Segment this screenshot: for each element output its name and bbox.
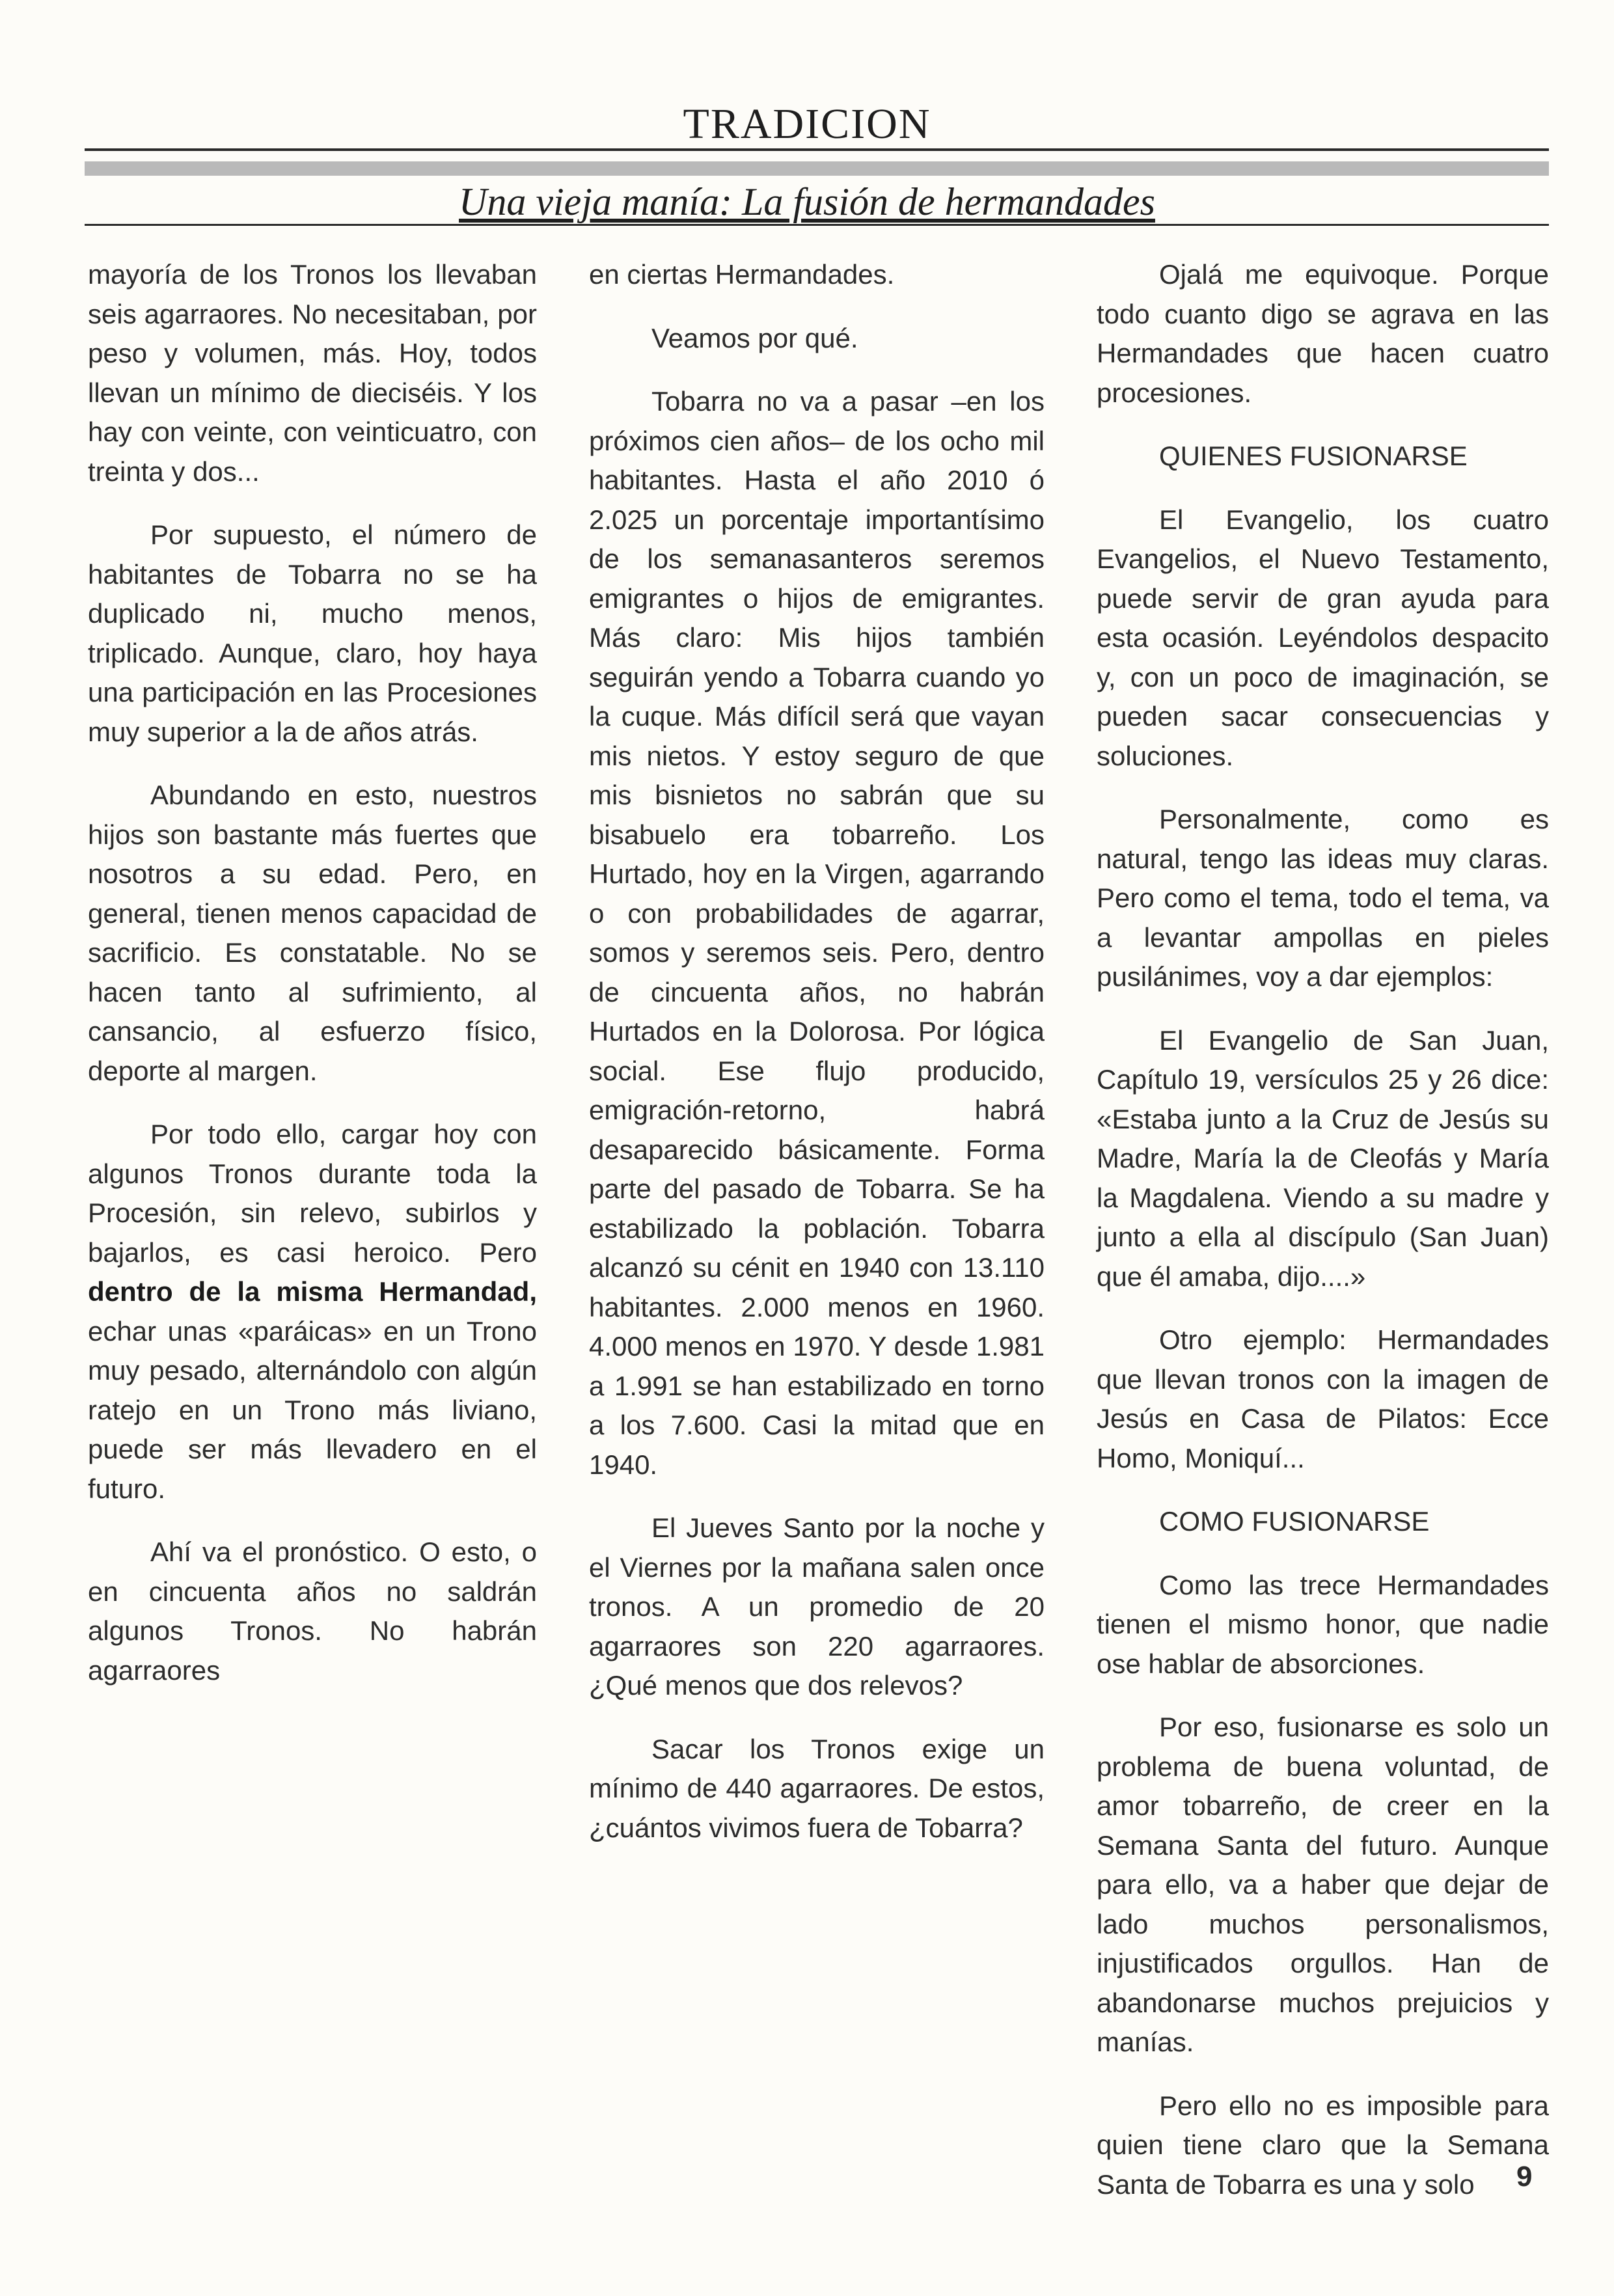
- column-2: [589, 255, 1045, 1872]
- paragraph: Veamos por qué.: [651, 322, 858, 353]
- paragraph-text: echar unas «paráicas» en un Trono muy pesado, alternándolo con algún ratejo en un Trono más liviano, puede ser más llevadero en el futuro.: [88, 1315, 537, 1504]
- header-rule: [85, 148, 1549, 151]
- paragraph: Tobarra no va a pasar –en los próximos cien años– de los ocho mil habitantes. Hasta el año 2010 ó 2.025 un porcentaje importantísimo de los semanasanteros seremos emigrantes o hijos de emigrantes. Más claro: Mis hijos también seguirán yendo a Tobarra cuando yo la cuque. Más difícil será que vayan mis nietos. Y estoy seguro de que mis bisnietos no sabrán que su bisabuelo era tobarreño. Los Hurtado, hoy en la Virgen, agarrando o con probabilidades de agarrar, somos y seremos seis. Pero, dentro de cincuenta años, no habrán Hurtados en la Dolorosa. Por lógica social. Ese flujo producido, emigración-retorno, habrá desaparecido básicamente. Forma parte del pasado de Tobarra. Se ha estabilizado la población. Tobarra alcanzó su cénit en 1940 con 13.110 habitantes. 2.000 menos en 1960. 4.000 menos en 1970. Y desde 1.981 a 1.991 se han estabilizado en torno a los 7.600. Casi la mitad que en 1940.: [589, 386, 1045, 1480]
- masthead: TRADICION: [683, 100, 931, 148]
- paragraph: Pero ello no es imposible para quien tiene claro que la Semana Santa de Tobarra es una y solo: [1097, 2090, 1549, 2200]
- section-heading: COMO FUSIONARSE: [1159, 1506, 1430, 1537]
- paragraph: Personalmente, como es natural, tengo las ideas muy claras. Pero como el tema, todo el tema, va a levantar ampollas en pieles pusilánimes, voy a dar ejemplos:: [1097, 804, 1549, 992]
- paragraph: Ojalá me equivoque. Porque todo cuanto digo se agrava en las Hermandades que hacen cuatro procesiones.: [1097, 259, 1549, 408]
- article-title: Una vieja manía: La fusión de hermandades: [459, 180, 1155, 223]
- paragraph: mayoría de los Tronos los llevaban seis agarraores. No necesitaban, por peso y volumen, más. Hoy, todos llevan un mínimo de dieciséis. Y los hay con veinte, con veinticuatro, con treinta y dos...: [88, 259, 537, 487]
- paragraph: [88, 1115, 537, 1509]
- paragraph: El Evangelio, los cuatro Evangelios, el Nuevo Testamento, puede servir de gran ayuda para esta ocasión. Leyéndolos despacito y, con un poco de imaginación, se pueden sacar consecuencias y soluciones.: [1097, 504, 1549, 771]
- paragraph-text: Por todo ello, cargar hoy con algunos Tronos durante toda la Procesión, sin relevo, subirlos y bajarlos, es casi heroico. Pero: [88, 1119, 537, 1268]
- paragraph: Sacar los Tronos exige un mínimo de 440 agarraores. De estos, ¿cuántos vivimos fuera de Tobarra?: [589, 1733, 1045, 1843]
- title-rule: [85, 224, 1549, 226]
- paragraph: El Jueves Santo por la noche y el Viernes por la mañana salen once tronos. A un promedio de 20 agarraores son 220 agarraores. ¿Qué menos que dos relevos?: [589, 1512, 1045, 1701]
- paragraph: en ciertas Hermandades.: [589, 259, 895, 290]
- column-1: [88, 255, 537, 1714]
- paragraph: Como las trece Hermandades tienen el mismo honor, que nadie ose hablar de absorciones.: [1097, 1569, 1549, 1679]
- header-band: [85, 161, 1549, 176]
- paragraph: Por supuesto, el número de habitantes de Tobarra no se ha duplicado ni, mucho menos, triplicado. Aunque, claro, hoy haya una participación en las Procesiones muy superior a la de años atrás.: [88, 519, 537, 747]
- paragraph: El Evangelio de San Juan, Capítulo 19, versículos 25 y 26 dice: «Estaba junto a la Cruz de Jesús su Madre, María la de Cleofás y María la Magdalena. Viendo a su madre y junto a ella al discípulo (San Juan) que él amaba, dijo....»: [1097, 1024, 1549, 1292]
- column-3: [1097, 255, 1549, 2228]
- page-number: 9: [1516, 2161, 1533, 2193]
- section-heading: QUIENES FUSIONARSE: [1159, 441, 1468, 471]
- bold-phrase: dentro de la misma Hermandad,: [88, 1276, 537, 1307]
- paragraph: Abundando en esto, nuestros hijos son bastante más fuertes que nosotros a su edad. Pero, en general, tienen menos capacidad de sacrificio. Es constatable. No se hacen tanto al sufrimiento, al cansancio, al esfuerzo físico, deporte al margen.: [88, 780, 537, 1086]
- paragraph: Por eso, fusionarse es solo un problema de buena voluntad, de amor tobarreño, de creer en la Semana Santa del futuro. Aunque para ello, va a haber que dejar de lado muchos personalismos, injustificados orgullos. Han de abandonarse muchos prejuicios y manías.: [1097, 1712, 1549, 2057]
- paragraph: Otro ejemplo: Hermandades que llevan tronos con la imagen de Jesús en Casa de Pilatos: Ecce Homo, Moniquí...: [1097, 1324, 1549, 1473]
- paragraph: Ahí va el pronóstico. O esto, o en cincuenta años no saldrán algunos Tronos. No habrán agarraores: [88, 1537, 537, 1686]
